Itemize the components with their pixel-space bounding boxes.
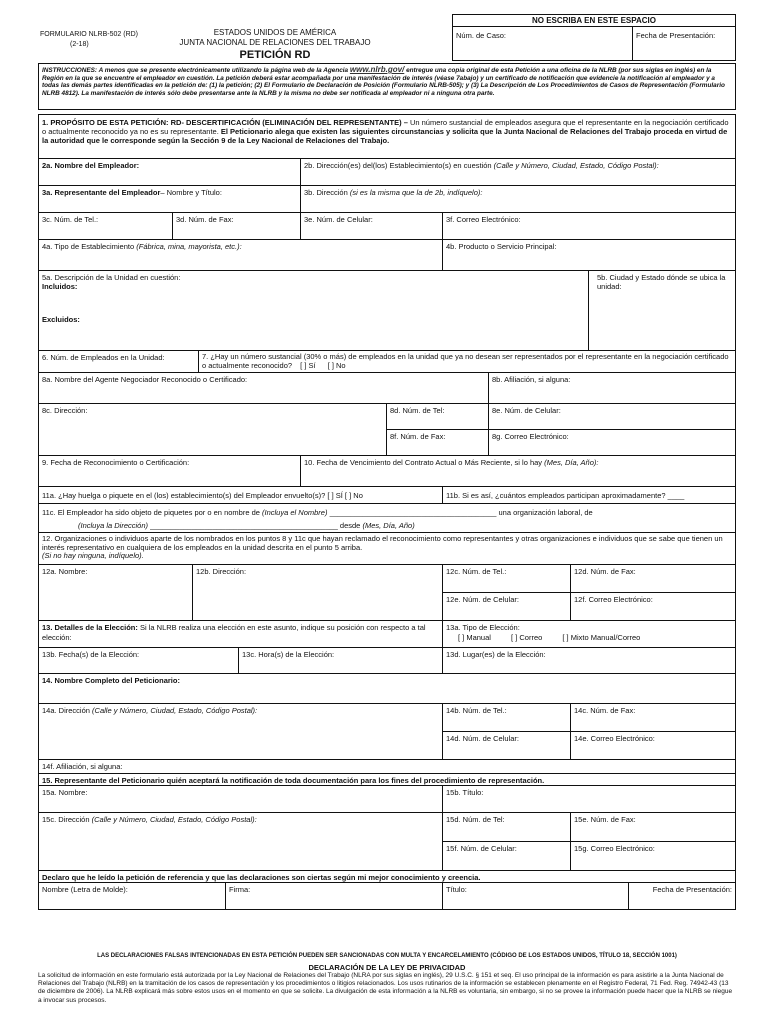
q11c-hint-name: (Incluya el Nombre) [262,508,328,517]
q2b-label: 2b. Dirección(es) del(los) Establecimiento(s) en cuestión [304,161,492,170]
establishment-address-field[interactable] [301,159,735,185]
petition-form [38,114,736,910]
q3a-label: 3a. Representante del Empleador [42,188,161,197]
election-dates-field[interactable]: 13b. Fecha(s) de la Elección: [39,648,239,673]
q3a-rest: – Nombre y Título: [160,188,222,197]
q12-label: 12. Organizaciones o individuos aparte de los nombrados en los puntos 8 y 11c que hayan reclamado el reconocimiento como representantes y otras organizaciones e individuos que se sabe que tienen un interés representativo en cualquiera de los empleados en la unidad descrita en el punto 5 arriba. [42,534,723,552]
employer-rep-field[interactable] [39,186,301,212]
employer-cell-field[interactable]: 3e. Núm. de Celular: [301,213,443,239]
q11c-text3: _____________________________________________ desde [150,521,361,530]
election-manual-checkbox[interactable]: [ ] Manual [458,633,491,642]
q2b-hint: (Calle y Número, Ciudad, Estado, Código Postal): [493,161,659,170]
q14a-label: 14a. Dirección [42,706,90,715]
q5-excluded-label: Excluidos: [42,315,80,324]
signer-title-field[interactable]: Título: [443,883,629,909]
agency-block [155,28,395,48]
q7-yes-checkbox[interactable]: [ ] Sí [300,360,316,370]
petitioner-phone-field[interactable]: 14b. Núm. de Tel.: [443,704,570,732]
instructions-lead: INSTRUCCIONES: A menos que se presente electrónicamente utilizando la página web de la Agencia [42,67,349,74]
petitioner-fax-field[interactable]: 14c. Núm. de Fax: [571,704,735,732]
unit-employee-count-field[interactable]: 6. Núm. de Empleados en la Unidad: [39,351,199,372]
q10-label: 10. Fecha de Vencimiento del Contrato Actual o Más Reciente, si lo hay [304,458,543,467]
election-places-field[interactable]: 13d. Lugar(es) de la Elección: [446,650,546,659]
q13-label: 13. Detalles de la Elección: [42,623,138,632]
q1-bold: El Peticionario alega que existen las siguientes circunstancias y solicita que la Junta Nacional de Relaciones del Trabajo proceda en virtud de la autoridad que le corresponde según la Sección 9 de la Ley Nacional de Relaciones del Trabajo. [42,127,728,145]
office-use-box [452,14,736,61]
petitioner-cell-field[interactable]: 14d. Núm. de Celular: [446,734,519,743]
petitioner-rep-address-field[interactable] [39,813,443,870]
petitioner-address-field[interactable] [39,704,443,759]
instructions-box [38,63,736,110]
nlrb-link[interactable]: www.nlrb.gov/ [349,65,405,74]
petitioner-rep-title-field[interactable]: 15b. Título: [446,788,484,797]
petitioner-rep-cell-field[interactable]: 15f. Núm. de Celular: [446,844,517,853]
employer-email-field[interactable]: 3f. Correo Electrónico: [446,215,521,224]
petitioner-affiliation-field[interactable]: 14f. Afiliación, si alguna: [42,762,123,771]
q7-question [199,351,735,372]
q4a-label: 4a. Tipo de Establecimiento [42,242,135,251]
employer-fax-field[interactable]: 3d. Núm. de Fax: [173,213,301,239]
establishment-type-field[interactable] [39,240,443,270]
q12-description [39,533,735,564]
q1-purpose [39,115,735,158]
page-title: PETICIÓN RD [239,49,311,61]
signature-field[interactable]: Firma: [226,883,443,909]
bargaining-agent-name-field[interactable]: 8a. Nombre del Agente Negociador Reconocido o Certificado: [39,373,489,403]
form-code: FORMULARIO NLRB-502 (RD) [40,31,139,38]
unit-description-field[interactable] [39,271,589,350]
agency-name: JUNTA NACIONAL DE RELACIONES DEL TRABAJO [179,38,371,47]
filing-date-field: Fecha de Presentación: [636,31,716,40]
form-date: (2-18) [70,41,89,48]
unit-location-field[interactable]: 5b. Ciudad y Estado dónde se ubica la unidad: [597,273,726,291]
other-org-email-field[interactable]: 12f. Correo Electrónico: [574,595,653,604]
signer-name-field[interactable]: Nombre (Letra de Molde): [39,883,226,909]
petitioner-rep-phone-field[interactable]: 15d. Núm. de Tel: [443,813,570,842]
q11c-hint-date: (Mes, Día, Año) [362,521,415,530]
election-mixed-checkbox[interactable]: [ ] Mixto Manual/Correo [562,633,641,642]
q15c-label: 15c. Dirección [42,815,90,824]
bargaining-agent-phone-field[interactable]: 8d. Núm. de Tel: [387,404,488,430]
q5a-label: 5a. Descripción de la Unidad en cuestión: [42,273,181,282]
election-mail-checkbox[interactable]: [ ] Correo [511,633,543,642]
q1-text: Un número sustancial de empleados asegura que el representante en la negociación certificado o actualmente reconocido ya no es su representante. [42,118,729,136]
main-product-field[interactable]: 4b. Producto o Servicio Principal: [446,242,557,251]
bargaining-agent-cell-field[interactable]: 8e. Núm. de Celular: [489,404,735,430]
q13a-label: 13a. Tipo de Elección: [446,623,520,632]
q3b-label: 3b. Dirección [304,188,348,197]
office-use-title: NO ESCRIBA EN ESTE ESPACIO [453,15,735,27]
petitioner-rep-name-field[interactable]: 15a. Nombre: [39,786,443,812]
case-number-field: Núm. de Caso: [453,27,633,60]
recognition-date-field[interactable]: 9. Fecha de Reconocimiento o Certificación: [39,456,301,486]
election-type-field [443,621,735,647]
q11c-hint-address: (Incluya la Dirección) [78,521,149,530]
q5-included-label: Incluidos: [42,282,78,291]
false-statement-warning: LAS DECLARACIONES FALSAS INTENCIONADAS EN ESTA PETICIÓN PUEDEN SER SANCIONADAS CON MULTA Y ENCARCELAMIENTO (CÓDIGO DE LOS ESTADOS UNIDOS, TÍTULO 18, SECCIÓN 1001) [97,953,677,959]
other-org-fax-field[interactable]: 12d. Núm. de Fax: [571,565,735,593]
q1-lead: 1. PROPÓSITO DE ESTA PETICIÓN: RD- DESCERTIFICACIÓN (ELIMINACIÓN DEL REPRESENTANTE) – [42,118,408,127]
strike-picket-question[interactable]: 11a. ¿Hay huelga o piquete en el (los) establecimiento(s) del Empleador envuelto(s)? [ ] SÍ [ ] No [39,487,443,503]
contract-expiration-field[interactable] [301,456,735,486]
other-org-address-field[interactable]: 12b. Dirección: [193,565,443,620]
election-times-field[interactable]: 13c. Hora(s) de la Elección: [239,648,443,673]
employer-name-field[interactable] [39,159,301,185]
other-org-cell-field[interactable]: 12e. Núm. de Celular: [446,595,519,604]
q7-no-checkbox[interactable]: [ ] No [327,360,346,370]
q10-hint: (Mes, Día, Año): [544,458,599,467]
bargaining-agent-affiliation-field[interactable]: 8b. Afiliación, si alguna: [492,375,571,384]
q15c-hint: (Calle y Número, Ciudad, Estado, Código Postal): [91,815,257,824]
country-name: ESTADOS UNIDOS DE AMÉRICA [213,28,337,37]
bargaining-agent-fax-field[interactable]: 8f. Núm. de Fax: [390,432,446,441]
q13-rest: Si la NLRB realiza una elección en este asunto, indique su posición con respecto a tal elección: [42,623,426,642]
picketing-field[interactable] [39,504,735,532]
instructions-rest: entregue una copia original de esta Petición a una oficina de la NLRB (por sus siglas en inglés) en la Región en la que se encuentre el empleador en cuestión. La petición deberá estar acompañada por una manifestación de interés (véase 7abajo) y un certificado de notificación que evidencie la notificación al empleador y a todas las demás partes identificadas en la petición de: (1) la petición; (2) El Formulario de Declaración de Posición (Formulario NLRB-505); y (3) La Descripción de Los Procedimientos de Casos de Representación (Formulario NLRB 4812). La manifestación de interés sólo debe presentarse ante la NLRB y la misma no debe ser notificada al empleador ni a ninguna otra parte. [42,67,725,97]
q4a-hint: (Fábrica, mina, mayorista, etc.): [136,242,242,251]
strike-participants-field[interactable]: 11b. Si es así, ¿cuántos empleados participan aproximadamente? ____ [446,491,685,500]
other-org-name-field[interactable]: 12a. Nombre: [39,565,193,620]
q11c-label: 11c. El Empleador ha sido objeto de piquetes por o en nombre de [42,508,260,517]
q15-label: 15. Representante del Peticionario quién aceptará la notificación de toda documentación para los fines del procedimiento de representación. [42,776,545,785]
petitioner-email-field[interactable]: 14e. Correo Electrónico: [574,734,655,743]
declaration-statement: Declaro que he leído la petición de referencia y que las declaraciones son ciertas según mi mejor conocimiento y creencia. [42,873,481,882]
q3b-hint: (si es la misma que la de 2b, indíquelo): [349,188,483,197]
election-details [39,621,443,647]
q7-label: 7. ¿Hay un número sustancial (30% o más) de empleados en la unidad que ya no desean ser representados por el representante en la negociación certificado o actualmente reconocido? [202,352,729,370]
q12-hint: (Si no hay ninguna, indíquelo). [42,551,144,560]
privacy-act-text: La solicitud de información en este formulario está autorizada por la Ley Nacional de Relaciones del Trabajo (NLRA por sus siglas en inglés), 29 U.S.C. § 151 et seq. El uso principal de la información es para asistirle a la Junta Nacional de Relaciones del Trabajo (NLRB) en la tramitación de los casos de representación y los procedimientos o litigios relacionados. Los usos rutinarios de la información se establecen plenamente en el Registro Federal, 71 Fed. Reg. 74942-43 (13 de diciembre de 2006). La NLRB explicará más sobre estos usos en el momento en que se solicite. La divulgación de esta información a la NLRB es voluntaria, sin embargo, si no se provee la información puede hacer que la NLRB se niegue a invocar sus procesos. [38,972,733,1004]
q2a-label: 2a. Nombre del Empleador: [42,161,140,170]
bargaining-agent-email-field[interactable]: 8g. Correo Electrónico: [492,432,569,441]
bargaining-agent-address-field[interactable]: 8c. Dirección: [39,404,387,455]
employer-phone-field[interactable]: 3c. Núm. de Tel.: [39,213,173,239]
q14a-hint: (Calle y Número, Ciudad, Estado, Código Postal): [92,706,258,715]
q14-label: 14. Nombre Completo del Peticionario: [42,676,180,685]
other-org-phone-field[interactable]: 12c. Núm. de Tel.: [443,565,570,593]
employer-rep-address-field[interactable] [301,186,735,212]
petitioner-rep-fax-field[interactable]: 15e. Núm. de Fax: [571,813,735,842]
petitioner-rep-email-field[interactable]: 15g. Correo Electrónico: [574,844,655,853]
q11c-text2: ________________________________________ una organización laboral, de [329,508,593,517]
petitioner-name-field[interactable] [39,674,735,703]
form-code-block [40,30,160,50]
signature-date-field[interactable]: Fecha de Presentación: [652,885,732,894]
privacy-act-title: DECLARACIÓN DE LA LEY DE PRIVACIDAD [308,963,466,972]
